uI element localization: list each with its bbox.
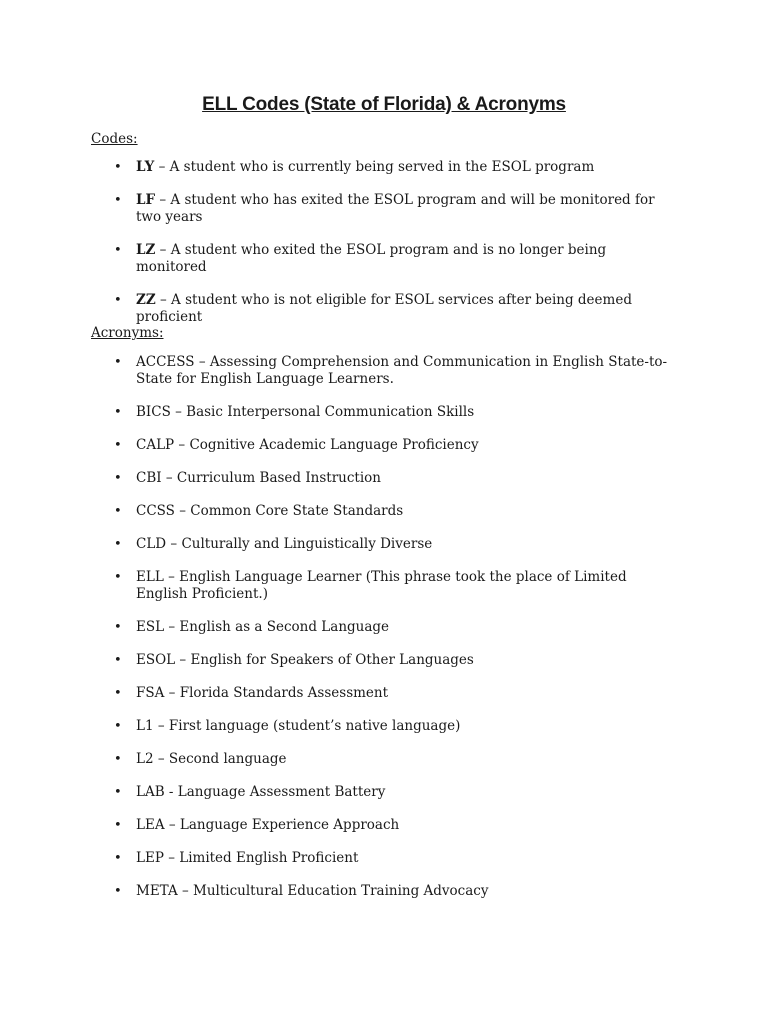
bullet-icon: •: [114, 719, 122, 734]
list-item: [0, 242, 768, 276]
bullet-icon: •: [114, 355, 122, 370]
list-item: [0, 718, 768, 735]
acronym-text: ESOL – English for Speakers of Other Languages: [136, 652, 474, 668]
bullet-icon: •: [114, 405, 122, 420]
code-description: – A student who is currently being served in the ESOL program: [154, 159, 595, 175]
bullet-icon: •: [114, 686, 122, 701]
bullet-icon: •: [114, 471, 122, 486]
acronym-text: LAB - Language Assessment Battery: [136, 784, 386, 800]
code-term: LF: [136, 192, 156, 208]
acronym-text: LEA – Language Experience Approach: [136, 817, 400, 833]
acronym-text: ACCESS – Assessing Comprehension and Communication in English State-to-State for English Language Learners.: [136, 354, 668, 387]
list-item: [0, 883, 768, 900]
acronym-text: CLD – Culturally and Linguistically Diverse: [136, 536, 433, 552]
code-term: ZZ: [136, 292, 156, 308]
bullet-icon: •: [114, 785, 122, 800]
list-item: [0, 652, 768, 669]
acronym-text: L2 – Second language: [136, 751, 287, 767]
acronym-text: ESL – English as a Second Language: [136, 619, 390, 635]
bullet-icon: •: [114, 193, 122, 208]
list-item: [0, 817, 768, 834]
bullet-icon: •: [114, 504, 122, 519]
acronym-text: FSA – Florida Standards Assessment: [136, 685, 389, 701]
code-term: LZ: [136, 242, 156, 258]
acronym-text: L1 – First language (student’s native language): [136, 718, 461, 734]
acronym-text: CCSS – Common Core State Standards: [136, 503, 404, 519]
bullet-icon: •: [114, 537, 122, 552]
list-item: [0, 192, 768, 226]
list-item: [0, 619, 768, 636]
list-item: [0, 685, 768, 702]
code-description: – A student who has exited the ESOL program and will be monitored for two years: [136, 192, 655, 225]
bullet-icon: •: [114, 243, 122, 258]
list-item: [0, 784, 768, 801]
bullet-icon: •: [114, 620, 122, 635]
bullet-icon: •: [114, 570, 122, 585]
bullet-icon: •: [114, 653, 122, 668]
codes-heading: Codes:: [91, 131, 138, 147]
list-item: [0, 470, 768, 487]
acronym-text: CBI – Curriculum Based Instruction: [136, 470, 381, 486]
list-item: [0, 569, 768, 603]
list-item: [0, 503, 768, 520]
acronyms-heading: Acronyms:: [91, 325, 164, 341]
bullet-icon: •: [114, 438, 122, 453]
list-item: [0, 159, 768, 176]
acronym-text: ELL – English Language Learner (This phrase took the place of Limited English Proficient.): [136, 569, 627, 602]
code-description: – A student who is not eligible for ESOL services after being deemed proficient: [136, 292, 632, 325]
acronym-text: LEP – Limited English Proficient: [136, 850, 359, 866]
bullet-icon: •: [114, 818, 122, 833]
codes-list: [0, 159, 768, 342]
bullet-icon: •: [114, 884, 122, 899]
acronym-text: META – Multicultural Education Training Advocacy: [136, 883, 489, 899]
list-item: [0, 354, 768, 388]
bullet-icon: •: [114, 752, 122, 767]
code-term: LY: [136, 159, 155, 175]
bullet-icon: •: [114, 293, 122, 308]
bullet-icon: •: [114, 851, 122, 866]
acronym-text: CALP – Cognitive Academic Language Proficiency: [136, 437, 479, 453]
list-item: [0, 751, 768, 768]
bullet-icon: •: [114, 160, 122, 175]
list-item: [0, 850, 768, 867]
acronym-text: BICS – Basic Interpersonal Communication Skills: [136, 404, 475, 420]
list-item: [0, 404, 768, 421]
code-description: – A student who exited the ESOL program and is no longer being monitored: [136, 242, 607, 275]
acronyms-list: [0, 354, 768, 916]
list-item: [0, 292, 768, 326]
page-title: ELL Codes (State of Florida) & Acronyms: [202, 94, 566, 115]
list-item: [0, 437, 768, 454]
list-item: [0, 536, 768, 553]
